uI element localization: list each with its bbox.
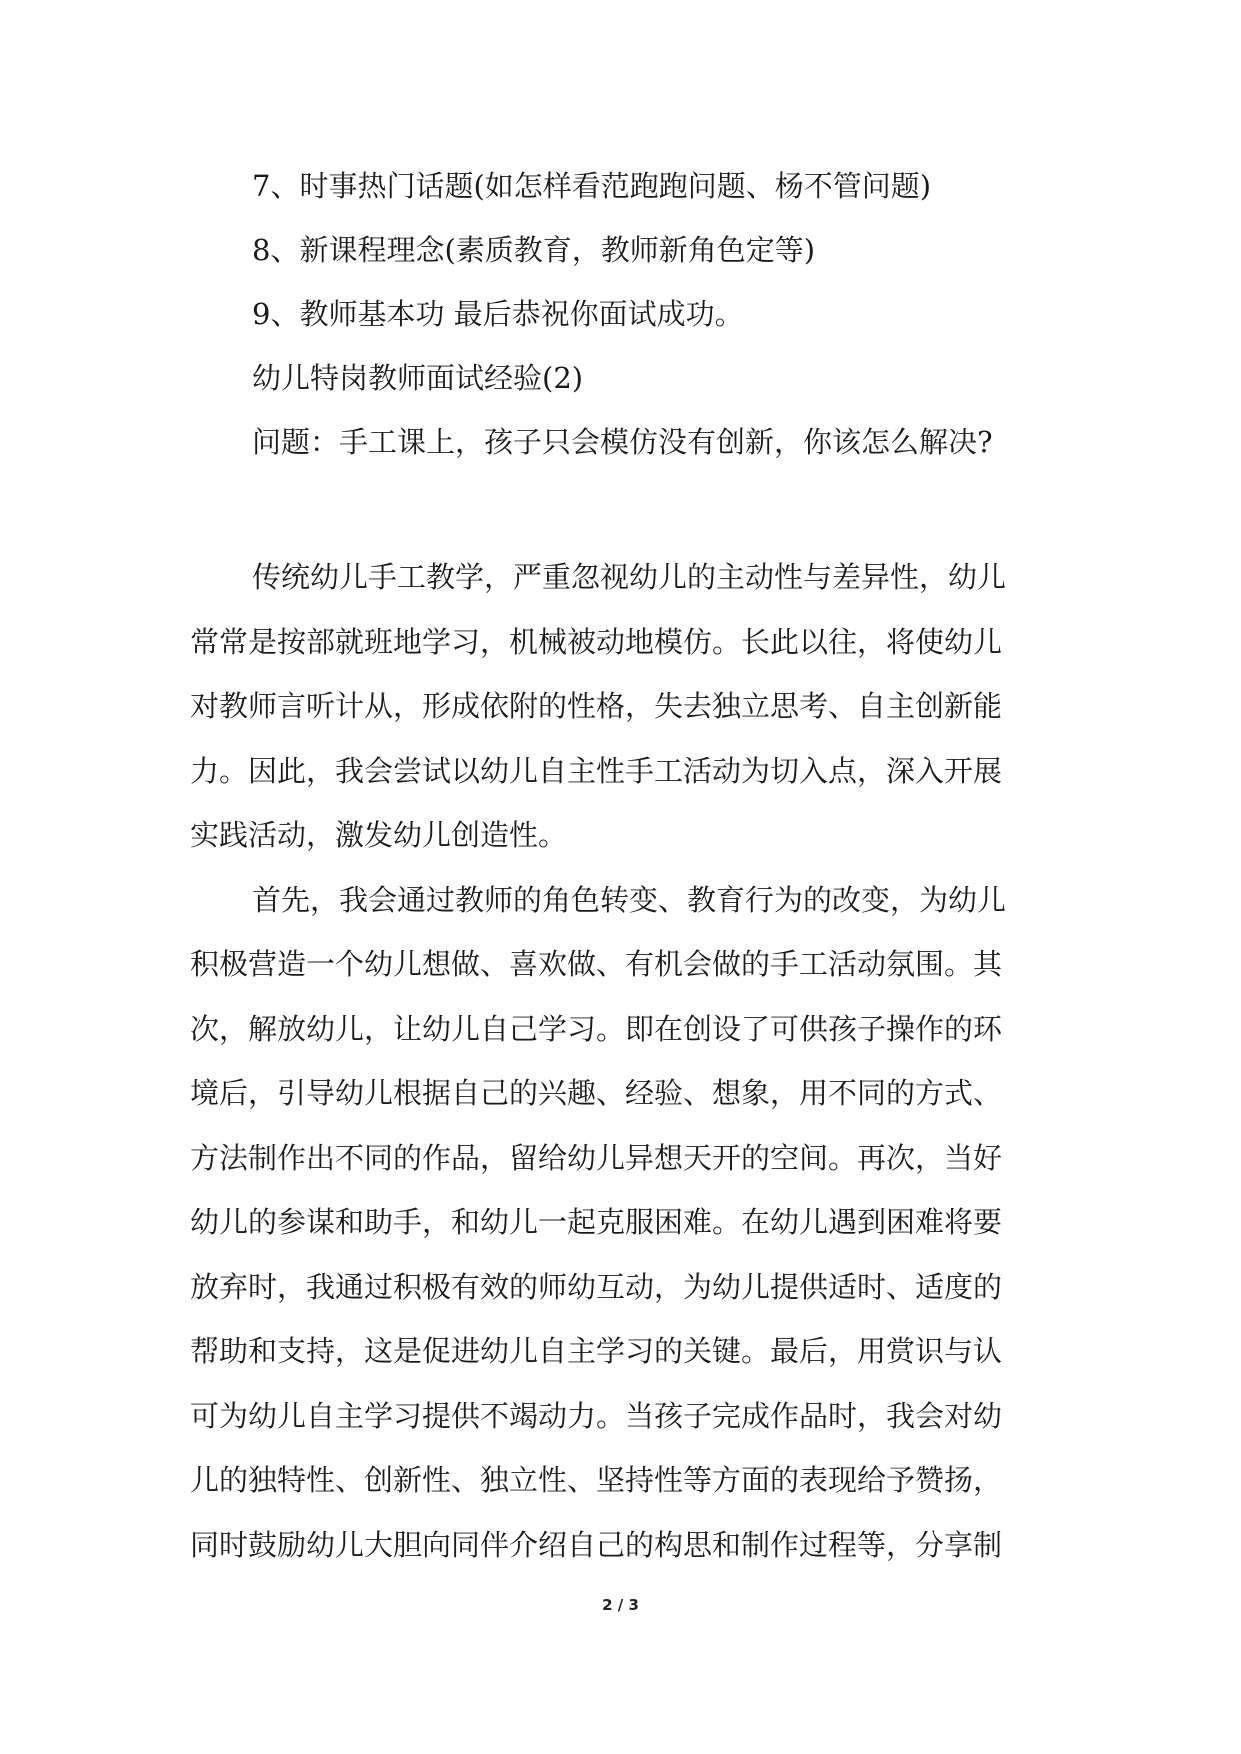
paragraph-line: 次，解放幼儿，让幼儿自己学习。即在创设了可供孩子操作的环 (190, 1011, 1003, 1046)
paragraph-2 (190, 868, 1090, 1578)
paragraph-line: 传统幼儿手工教学，严重忽视幼儿的主动性与差异性，幼儿 (252, 560, 1007, 594)
paragraph-line: 幼儿的参谋和助手，和幼儿一起克服困难。在幼儿遇到困难将要 (190, 1205, 1003, 1239)
question-line: 问题：手工课上，孩子只会模仿没有创新，你该怎么解决? (252, 425, 993, 459)
paragraph-line: 帮助和支持，这是促进幼儿自主学习的关键。最后，用赏识与认 (190, 1334, 1003, 1368)
paragraph-line: 方法制作出不同的作品，留给幼儿异想天开的空间。再次，当好 (190, 1140, 1003, 1175)
answer-body (190, 545, 1090, 1577)
paragraph-line: 首先，我会通过教师的角色转变、教育行为的改变，为幼儿 (252, 882, 1007, 917)
paragraph-line: 放弃时，我通过积极有效的师幼互动，为幼儿提供适时、适度的 (190, 1269, 1003, 1304)
list-item-7: 7、时事热门话题(如怎样看范跑跑问题、杨不管问题) (252, 169, 932, 203)
list-item-8: 8、新课程理念(素质教育，教师新角色定等) (252, 233, 816, 267)
paragraph-line: 境后，引导幼儿根据自己的兴趣、经验、想象，用不同的方式、 (190, 1076, 1003, 1110)
paragraph-line: 对教师言听计从，形成依附的性格，失去独立思考、自主创新能 (190, 689, 1003, 723)
paragraph-line: 实践活动，激发幼儿创造性。 (190, 818, 568, 852)
section-heading: 幼儿特岗教师面试经验(2) (252, 361, 584, 395)
paragraph-line: 常常是按部就班地学习，机械被动地模仿。长此以往，将使幼儿 (190, 624, 1003, 659)
paragraph-1 (190, 545, 1090, 868)
paragraph-line: 积极营造一个幼儿想做、喜欢做、有机会做的手工活动氛围。其 (190, 947, 1003, 981)
paragraph-line: 儿的独特性、创新性、独立性、坚持性等方面的表现给予赞扬， (190, 1463, 1003, 1497)
list-item-9: 9、教师基本功 最后恭祝你面试成功。 (252, 297, 744, 331)
page-number: 2 / 3 (602, 1596, 639, 1614)
paragraph-line: 可为幼儿自主学习提供不竭动力。当孩子完成作品时，我会对幼 (190, 1398, 1003, 1433)
intro-lines (252, 154, 1152, 474)
paragraph-line: 力。因此，我会尝试以幼儿自主性手工活动为切入点，深入开展 (190, 753, 1003, 788)
paragraph-line: 同时鼓励幼儿大胆向同伴介绍自己的构思和制作过程等，分享制 (190, 1527, 1003, 1562)
